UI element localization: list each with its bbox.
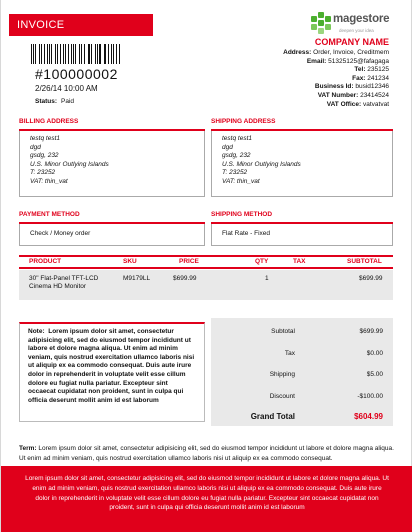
barcode-icon (31, 44, 121, 64)
barcode-bar (51, 44, 52, 64)
invoice-note (19, 322, 205, 422)
company-row-business-id: Business Id: busid12346 (314, 83, 389, 91)
billing-line: dgd (30, 143, 41, 151)
barcode-bar (65, 44, 66, 64)
term-label: Term: (19, 445, 37, 452)
company-row-tel: Tel: 235125 (354, 66, 389, 74)
table-header-rule (19, 267, 393, 269)
logo-name: magestore (333, 13, 390, 25)
footer-banner (1, 466, 412, 532)
col-qty: QTY (255, 258, 269, 265)
billing-line: U.S. Minor Outlying Islands (30, 160, 109, 168)
note-label: Note: (28, 328, 45, 335)
footer-text: Lorem ipsum dolor sit amet, consectetur adipisicing elit, sed do eiusmod tempor incididunt ut labore et dolore magna aliqua. Ut enim ad minim veniam, quis nostrud exercitation ullamco laboris nisi ut aliquip ex ea commodo consequat. Duis aute irure dolor in reprehenderit in voluptate velit esse cillum dolore eu fugiat nulla pariatur. Excepteur sint occaecat cupidatat non proident, sunt in culpa qui officia deserunt mollit anim id est laborum (25, 475, 389, 512)
company-row-vat-office: VAT Office: vatvatvat (326, 100, 389, 108)
company-row-email: Email: 51325125@fafagaga (306, 57, 389, 65)
table-top-rule (19, 255, 393, 257)
barcode-bar (111, 44, 112, 64)
row-sku: M9179LL (123, 275, 151, 282)
shipping-method-title: SHIPPING METHOD (211, 211, 273, 218)
company-name: COMPANY NAME (314, 37, 389, 47)
row-price: $699.99 (173, 275, 197, 282)
billing-line: VAT: thin_vat (30, 177, 68, 185)
barcode-bar (119, 44, 120, 64)
note-text: Lorem ipsum dolor sit amet, consectetur adipisicing elit, sed do eiusmod tempor incididunt ut labore et dolore magna aliqua. Ut enim ad minim veniam, quis nostrud exercitation ullamco laboris nisi ut aliquip ex ea commodo consequat. Duis aute irure dolor in reprehenderit in voluptate velit esse cillum dolore eu fugiat nulla pariatur. Excepteur sint occaecat cupidatat non proident, sunt in culpa qui officia deserunt mollit anim id est laborum (28, 328, 195, 404)
shipping-line: dgd (222, 143, 233, 151)
totals-panel: Subtotal $699.99 Tax $0.00 Shipping $5.00 Discount -$100.00 Grand Total $604.99 (211, 318, 393, 426)
shipping-address-title: SHIPPING ADDRESS (211, 118, 276, 125)
invoice-number: #100000002 (35, 66, 118, 82)
table-row (19, 270, 393, 300)
barcode-bar (71, 44, 72, 64)
col-subtotal: SUBTOTAL (347, 258, 382, 265)
col-price: PRICE (179, 258, 199, 265)
shipping-line: U.S. Minor Outlying Islands (222, 160, 301, 168)
invoice-status (35, 98, 74, 105)
col-sku: SKU (123, 258, 137, 265)
shipping-method-value: Flat Rate - Fixed (211, 224, 393, 246)
barcode-bar (104, 44, 105, 64)
barcode-bar (99, 44, 100, 64)
barcode-bar (79, 44, 80, 64)
barcode-bar (84, 44, 85, 64)
col-tax: TAX (293, 258, 306, 265)
shipping-line: VAT: thin_vat (222, 177, 260, 185)
billing-line: testq test1 (30, 135, 60, 142)
company-info (283, 37, 389, 109)
barcode-bar (39, 44, 40, 64)
row-qty: 1 (265, 275, 269, 282)
term-text: Lorem ipsum dolor sit amet, consectetur adipisicing elit, sed do eiusmod tempor incididunt ut labore et dolore magna aliqua. Ut enim ad minim veniam, quis nostrud exercitation ullamco laboris nisi ut aliquip ex ea commodo consequat. (19, 445, 394, 462)
payment-method-value: Check / Money order (19, 224, 205, 246)
billing-address-box (19, 131, 205, 197)
barcode-bar (91, 44, 92, 64)
logo-tagline: deepen your idea (339, 28, 374, 33)
invoice-banner: INVOICE (9, 14, 153, 36)
payment-method-title: PAYMENT METHOD (19, 211, 80, 218)
shipping-address-box (211, 131, 393, 197)
invoice-date: 2/26/14 10:00 AM (35, 84, 98, 93)
row-product-line2: Cinema HD Monitor (29, 283, 87, 290)
status-value: Paid (61, 98, 75, 105)
invoice-term (19, 444, 395, 464)
shipping-line: testq test1 (222, 135, 252, 142)
barcode-bar (44, 44, 45, 64)
shipping-line: gsdg, 232 (222, 152, 251, 159)
billing-line: gsdg, 232 (30, 152, 59, 159)
row-product-line1: 30" Flat-Panel TFT-LCD (29, 275, 99, 282)
company-logo (309, 10, 399, 38)
barcode-bar (31, 44, 32, 64)
billing-line: T: 23252 (30, 169, 56, 176)
cube-dots-logo-icon (309, 12, 333, 36)
row-subtotal: $699.99 (359, 275, 383, 282)
barcode-bar (57, 44, 58, 64)
company-row-fax: Fax: 241234 (352, 74, 389, 82)
billing-address-title: BILLING ADDRESS (19, 118, 79, 125)
company-row-vat-number: VAT Number: 23414524 (317, 91, 389, 99)
company-row-address: Address: Order, Invoice, Creditmem (283, 49, 389, 56)
col-product: PRODUCT (29, 258, 62, 265)
status-label: Status: (35, 98, 58, 105)
shipping-line: T: 23252 (222, 169, 248, 176)
